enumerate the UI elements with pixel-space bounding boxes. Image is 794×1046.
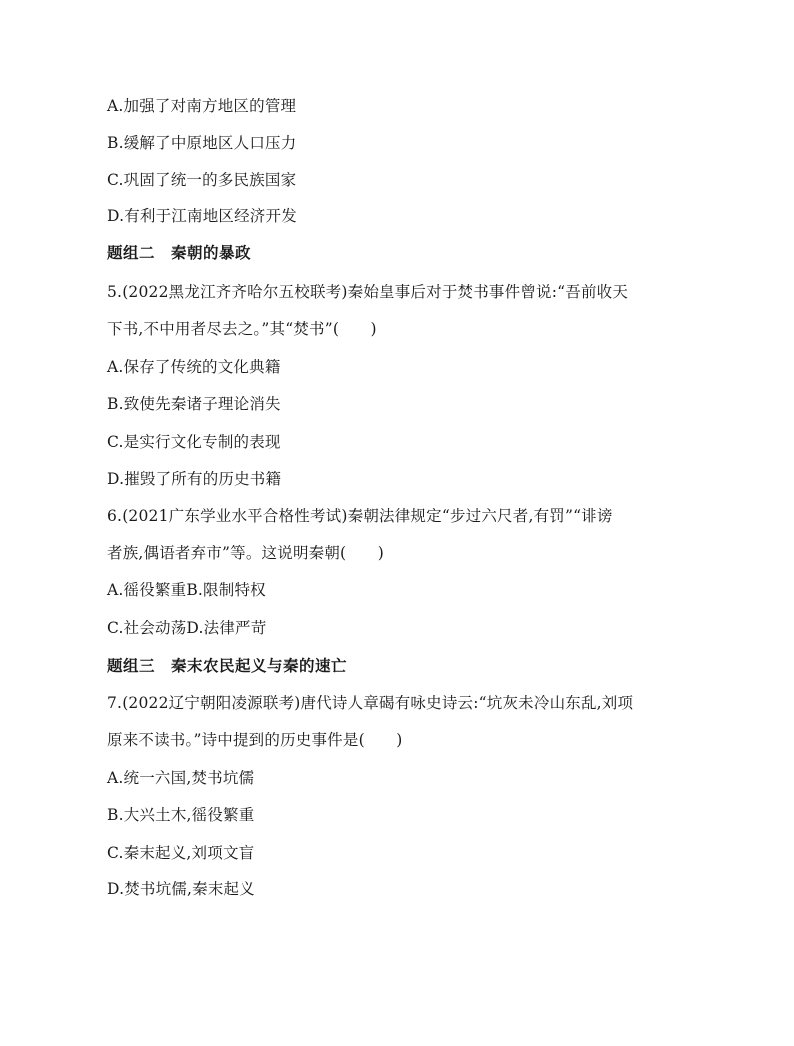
q4-option-d: D.有利于江南地区经济开发 — [107, 207, 297, 225]
q7-option-b: B.大兴土木,徭役繁重 — [107, 806, 255, 824]
q5-option-d: D.摧毁了所有的历史书籍 — [107, 470, 282, 488]
q5-option-a: A.保存了传统的文化典籍 — [107, 358, 281, 376]
q6-options-row1: A.徭役繁重B.限制特权 — [107, 581, 266, 599]
q5-stem-line2: 下书,不中用者尽去之。”其“焚书”( ) — [107, 320, 377, 338]
group2-heading: 题组二 秦朝的暴政 — [107, 244, 252, 262]
q6-stem-line1: 6.(2021广东学业水平合格性考试)秦朝法律规定“步过六尺者,有罚”“诽谤 — [107, 507, 613, 525]
q4-option-a: A.加强了对南方地区的管理 — [107, 97, 297, 115]
q7-stem-line2: 原来不读书。”诗中提到的历史事件是( ) — [107, 731, 403, 749]
group3-heading: 题组三 秦末农民起义与秦的速亡 — [107, 657, 348, 675]
q7-option-c: C.秦末起义,刘项文盲 — [107, 844, 255, 862]
q5-option-c: C.是实行文化专制的表现 — [107, 433, 281, 451]
q4-option-c: C.巩固了统一的多民族国家 — [107, 171, 297, 189]
q5-option-b: B.致使先秦诸子理论消失 — [107, 395, 281, 413]
q7-option-a: A.统一六国,焚书坑儒 — [107, 769, 255, 787]
q6-stem-line2: 者族,偶语者弃市”等。这说明秦朝( ) — [107, 544, 384, 562]
q4-option-b: B.缓解了中原地区人口压力 — [107, 134, 297, 152]
q7-option-d: D.焚书坑儒,秦末起义 — [107, 880, 255, 898]
q6-options-row2: C.社会动荡D.法律严苛 — [107, 619, 267, 637]
q5-stem-line1: 5.(2022黑龙江齐齐哈尔五校联考)秦始皇事后对于焚书事件曾说:“吾前收天 — [107, 283, 629, 301]
q7-stem-line1: 7.(2022辽宁朝阳凌源联考)唐代诗人章碣有咏史诗云:“坑灰未冷山东乱,刘项 — [107, 694, 634, 712]
